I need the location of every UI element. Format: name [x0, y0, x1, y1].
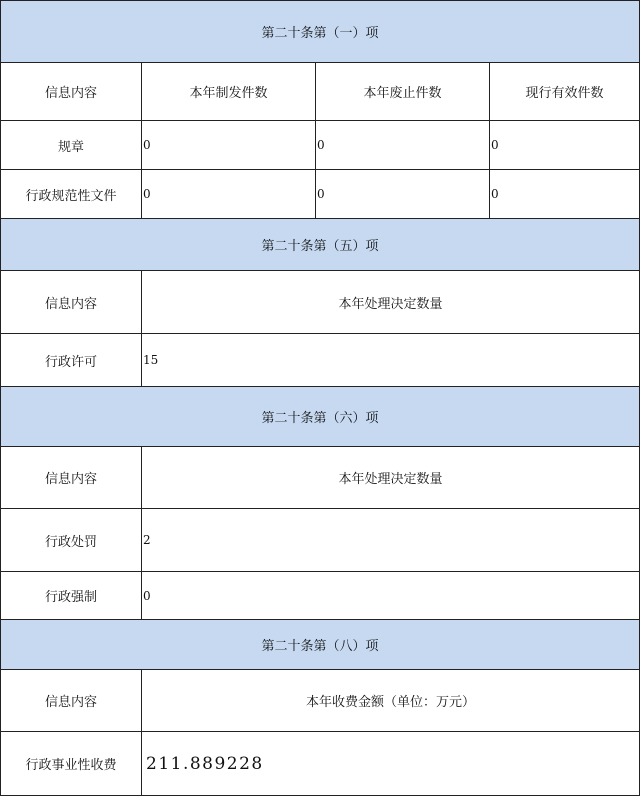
- row-label: 行政处罚: [1, 509, 142, 572]
- header-cell-count: 本年处理决定数量: [142, 447, 640, 509]
- table-row: [1, 509, 640, 572]
- header-cell-issued: 本年制发件数: [142, 63, 316, 121]
- header-cell-fee-amount: 本年收费金额（单位：万元）: [142, 670, 640, 732]
- column-header-row: [1, 447, 640, 509]
- section-header-row: [1, 620, 640, 670]
- table-row: [1, 572, 640, 620]
- header-cell-info: 信息内容: [1, 63, 142, 121]
- value-cell: 0: [490, 170, 640, 219]
- header-cell-count: 本年处理决定数量: [142, 271, 640, 334]
- table-row: [1, 334, 640, 387]
- value-cell: 211.889228: [142, 732, 640, 796]
- table-row: [1, 732, 640, 796]
- row-label: 行政许可: [1, 334, 142, 387]
- section-title: 第二十条第（八）项: [1, 620, 640, 670]
- value-cell: 0: [316, 121, 490, 170]
- value-cell: 0: [490, 121, 640, 170]
- value-cell: 0: [316, 170, 490, 219]
- section-header-row: [1, 219, 640, 271]
- row-label: 规章: [1, 121, 142, 170]
- value-cell: 2: [142, 509, 640, 572]
- value-cell: 0: [142, 121, 316, 170]
- column-header-row: [1, 670, 640, 732]
- table-row: [1, 121, 640, 170]
- section-title: 第二十条第（五）项: [1, 219, 640, 271]
- section-title: 第二十条第（六）项: [1, 387, 640, 447]
- header-cell-valid: 现行有效件数: [490, 63, 640, 121]
- value-cell: 15: [142, 334, 640, 387]
- header-cell-repealed: 本年废止件数: [316, 63, 490, 121]
- row-label: 行政规范性文件: [1, 170, 142, 219]
- section-header-row: [1, 387, 640, 447]
- section-header-row: [1, 1, 640, 63]
- column-header-row: [1, 63, 640, 121]
- header-cell-info: 信息内容: [1, 447, 142, 509]
- header-cell-info: 信息内容: [1, 271, 142, 334]
- section-title: 第二十条第（一）项: [1, 1, 640, 63]
- header-cell-info: 信息内容: [1, 670, 142, 732]
- table-row: [1, 170, 640, 219]
- column-header-row: [1, 271, 640, 334]
- row-label: 行政事业性收费: [1, 732, 142, 796]
- value-cell: 0: [142, 572, 640, 620]
- value-cell: 0: [142, 170, 316, 219]
- row-label: 行政强制: [1, 572, 142, 620]
